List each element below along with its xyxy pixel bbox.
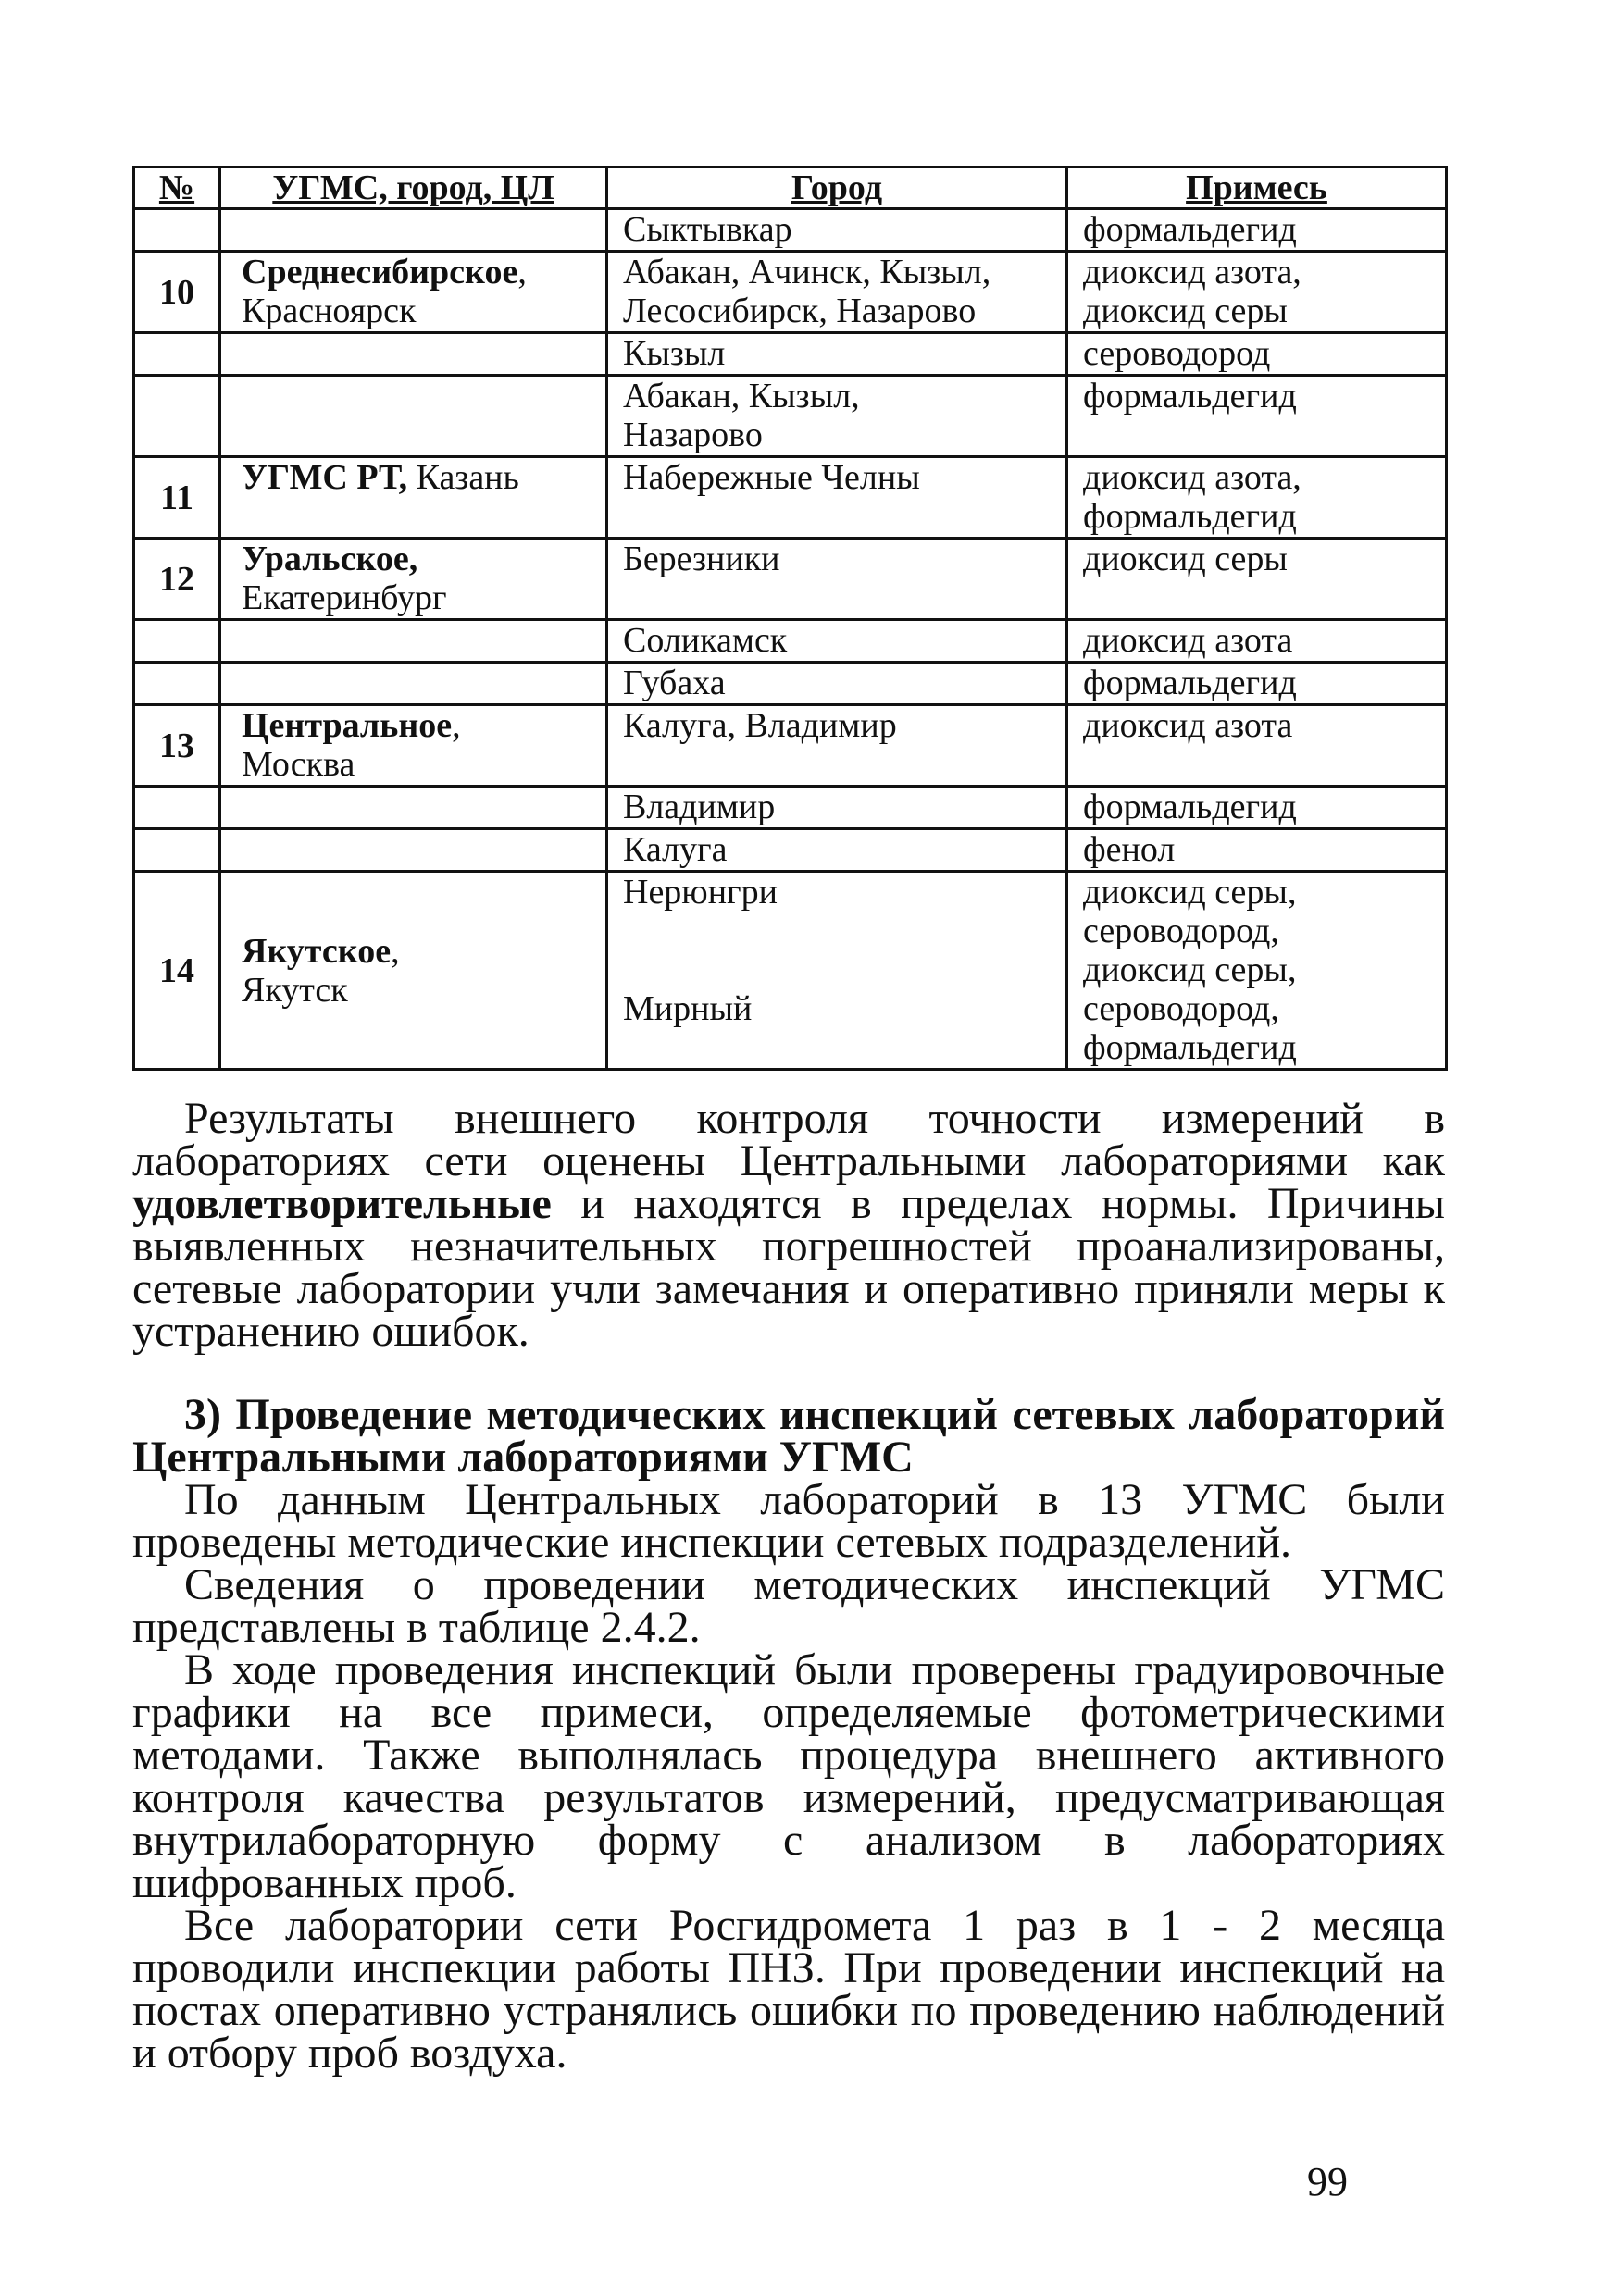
impurity-cell [1067, 209, 1447, 252]
city-cell [607, 829, 1067, 872]
results-text-b: и находятся в пределах нормы. Причины выявленных незначительных погрешностей проанализированы, сетевые лаборатории учли замечания и оперативно приняли меры к устранению ошибок. [132, 1179, 1445, 1356]
row-number: 14 [134, 872, 220, 1070]
table-row [134, 663, 1447, 705]
row-number [134, 209, 220, 252]
table-body [134, 209, 1447, 1070]
row-number [134, 787, 220, 829]
row-number [134, 333, 220, 376]
ugms-cell [220, 333, 607, 376]
table-row [134, 457, 1447, 539]
ugms-city-line: Москва [242, 745, 355, 784]
impurity-name: диоксид азота, [1083, 458, 1301, 497]
ugms-city: , [452, 706, 461, 745]
paragraph-inspections [132, 1475, 1445, 1567]
impurity-cell [1067, 663, 1447, 705]
results-text-a: Результаты внешнего контроля точности измерений в лабораториях сети оценены Центральными лабораториями как [132, 1094, 1445, 1185]
city-name: Кызыл [623, 334, 726, 373]
table-row [134, 376, 1447, 457]
row-number: 10 [134, 252, 220, 333]
impurity-name: диоксид серы, [1083, 873, 1297, 912]
impurity-table [132, 166, 1448, 1071]
section-heading-text: 3) Проведение методических инспекций сетевых лабораторий Центральными лабораториями УГМС [132, 1390, 1445, 1482]
impurity-name: формальдегид [1083, 497, 1297, 536]
paragraph-inspections-text: По данным Центральных лабораторий в 13 УГМС были проведены методические инспекции сетевых подразделений. [132, 1475, 1445, 1567]
city-cell [607, 620, 1067, 663]
impurity-name: формальдегид [1083, 210, 1297, 249]
row-number [134, 829, 220, 872]
impurity-cell [1067, 457, 1447, 539]
ugms-cell [220, 620, 607, 663]
paragraph-table-ref [132, 1560, 1445, 1652]
table-row [134, 333, 1447, 376]
paragraph-monitoring [132, 1901, 1445, 2078]
impurity-name: диоксид серы [1083, 292, 1288, 330]
impurity-name: формальдегид [1083, 664, 1297, 702]
city-name: Соликамск [623, 621, 788, 660]
city-cell [607, 787, 1067, 829]
ugms-city: Казань [407, 458, 519, 497]
header-impurity: Примесь [1067, 168, 1447, 209]
impurity-name: диоксид азота [1083, 706, 1293, 745]
impurity-name: диоксид азота [1083, 621, 1293, 660]
impurity-name: формальдегид [1083, 1028, 1297, 1067]
ugms-cell [220, 829, 607, 872]
ugms-cell [220, 539, 607, 620]
row-number [134, 376, 220, 457]
ugms-city: , [517, 253, 527, 292]
paragraph-calibration [132, 1645, 1445, 1907]
impurity-name: формальдегид [1083, 377, 1297, 416]
table-header-row [134, 168, 1447, 209]
city-name: Калуга, Владимир [623, 706, 897, 745]
city-name: Назарово [623, 416, 763, 454]
city-cell [607, 209, 1067, 252]
city-cell [607, 457, 1067, 539]
city-name: Губаха [623, 664, 726, 702]
table-row [134, 539, 1447, 620]
ugms-cell [220, 872, 607, 1070]
city-cell [607, 333, 1067, 376]
impurity-name: сероводород [1083, 334, 1271, 373]
city-name: Владимир [623, 788, 776, 826]
ugms-cell [220, 663, 607, 705]
ugms-name: Уральское, [242, 540, 418, 578]
ugms-city-line: Якутск [242, 970, 348, 1010]
paragraph-calibration-text: В ходе проведения инспекций были проверены градуировочные графики на все примеси, определяемые фотометрическими методами. Также выполнялась процедура внешнего активного контроля качества результатов измерений, предусматривающая внутрилабораторную форму с анализом в лабораториях шифрованных проб. [132, 1645, 1445, 1907]
paragraph-table-ref-text: Сведения о проведении методических инспекций УГМС представлены в таблице 2.4.2. [132, 1560, 1445, 1652]
city-name: Калуга [623, 830, 728, 869]
table-row [134, 787, 1447, 829]
page-number: 99 [1307, 2159, 1348, 2204]
table-row [134, 209, 1447, 252]
ugms-name: Якутское [242, 931, 392, 971]
row-number [134, 620, 220, 663]
ugms-cell [220, 209, 607, 252]
section-heading [132, 1390, 1445, 1482]
results-paragraph-block [132, 1094, 1445, 1356]
ugms-cell [220, 252, 607, 333]
city-name: Мирный [623, 989, 753, 1028]
ugms-city-line: Красноярск [242, 292, 417, 330]
city-cell [607, 705, 1067, 787]
impurity-cell [1067, 705, 1447, 787]
city-cell [607, 252, 1067, 333]
impurity-cell [1067, 620, 1447, 663]
table-row [134, 705, 1447, 787]
results-paragraph [132, 1094, 1445, 1356]
ugms-cell [220, 376, 607, 457]
ugms-cell [220, 787, 607, 829]
table-row [134, 252, 1447, 333]
city-name: Абакан, Ачинск, Кызыл, [623, 253, 991, 292]
city-cell [607, 376, 1067, 457]
impurity-name: сероводород, [1083, 989, 1279, 1028]
impurity-name: диоксид серы, [1083, 950, 1297, 989]
paragraph-monitoring-text: Все лаборатории сети Росгидромета 1 раз в 1 - 2 месяца проводили инспекции работы ПНЗ. При проведении инспекций на постах оперативно устранялись ошибки по проведению наблюдений и отбору проб воздуха. [132, 1901, 1445, 2078]
header-ugms: УГМС, город, ЦЛ [220, 168, 607, 209]
row-number: 13 [134, 705, 220, 787]
ugms-name: Среднесибирское [242, 253, 518, 292]
impurity-cell [1067, 333, 1447, 376]
impurity-name: фенол [1083, 830, 1176, 869]
city-cell [607, 663, 1067, 705]
city-name: Набережные Челны [623, 458, 920, 497]
impurity-name: диоксид серы [1083, 540, 1288, 578]
impurity-cell [1067, 539, 1447, 620]
ugms-cell [220, 457, 607, 539]
city-name: Березники [623, 540, 780, 578]
table-row [134, 872, 1447, 1070]
impurity-cell [1067, 376, 1447, 457]
ugms-city-line: Екатеринбург [242, 578, 447, 617]
city-name: Сыктывкар [623, 210, 792, 249]
table-row [134, 829, 1447, 872]
ugms-city: , [391, 931, 400, 971]
impurity-cell [1067, 829, 1447, 872]
header-number: № [134, 168, 220, 209]
impurity-name: формальдегид [1083, 788, 1297, 826]
city-cell [607, 539, 1067, 620]
city-name: Нерюнгри [623, 873, 778, 912]
impurity-cell [1067, 787, 1447, 829]
ugms-cell [220, 705, 607, 787]
ugms-name: УГМС РТ, [242, 458, 408, 497]
impurity-name: сероводород, [1083, 912, 1279, 950]
impurity-cell [1067, 252, 1447, 333]
impurity-name: диоксид азота, [1083, 253, 1301, 292]
table-row [134, 620, 1447, 663]
section-block [132, 1390, 1445, 2078]
row-number [134, 663, 220, 705]
row-number: 12 [134, 539, 220, 620]
results-bold: удовлетворительные [132, 1179, 552, 1228]
impurity-cell [1067, 872, 1447, 1070]
city-name: Лесосибирск, Назарово [623, 292, 977, 330]
row-number: 11 [134, 457, 220, 539]
ugms-name: Центральное [242, 706, 453, 745]
city-cell [607, 872, 1067, 1070]
header-city: Город [607, 168, 1067, 209]
city-name: Абакан, Кызыл, [623, 377, 860, 416]
